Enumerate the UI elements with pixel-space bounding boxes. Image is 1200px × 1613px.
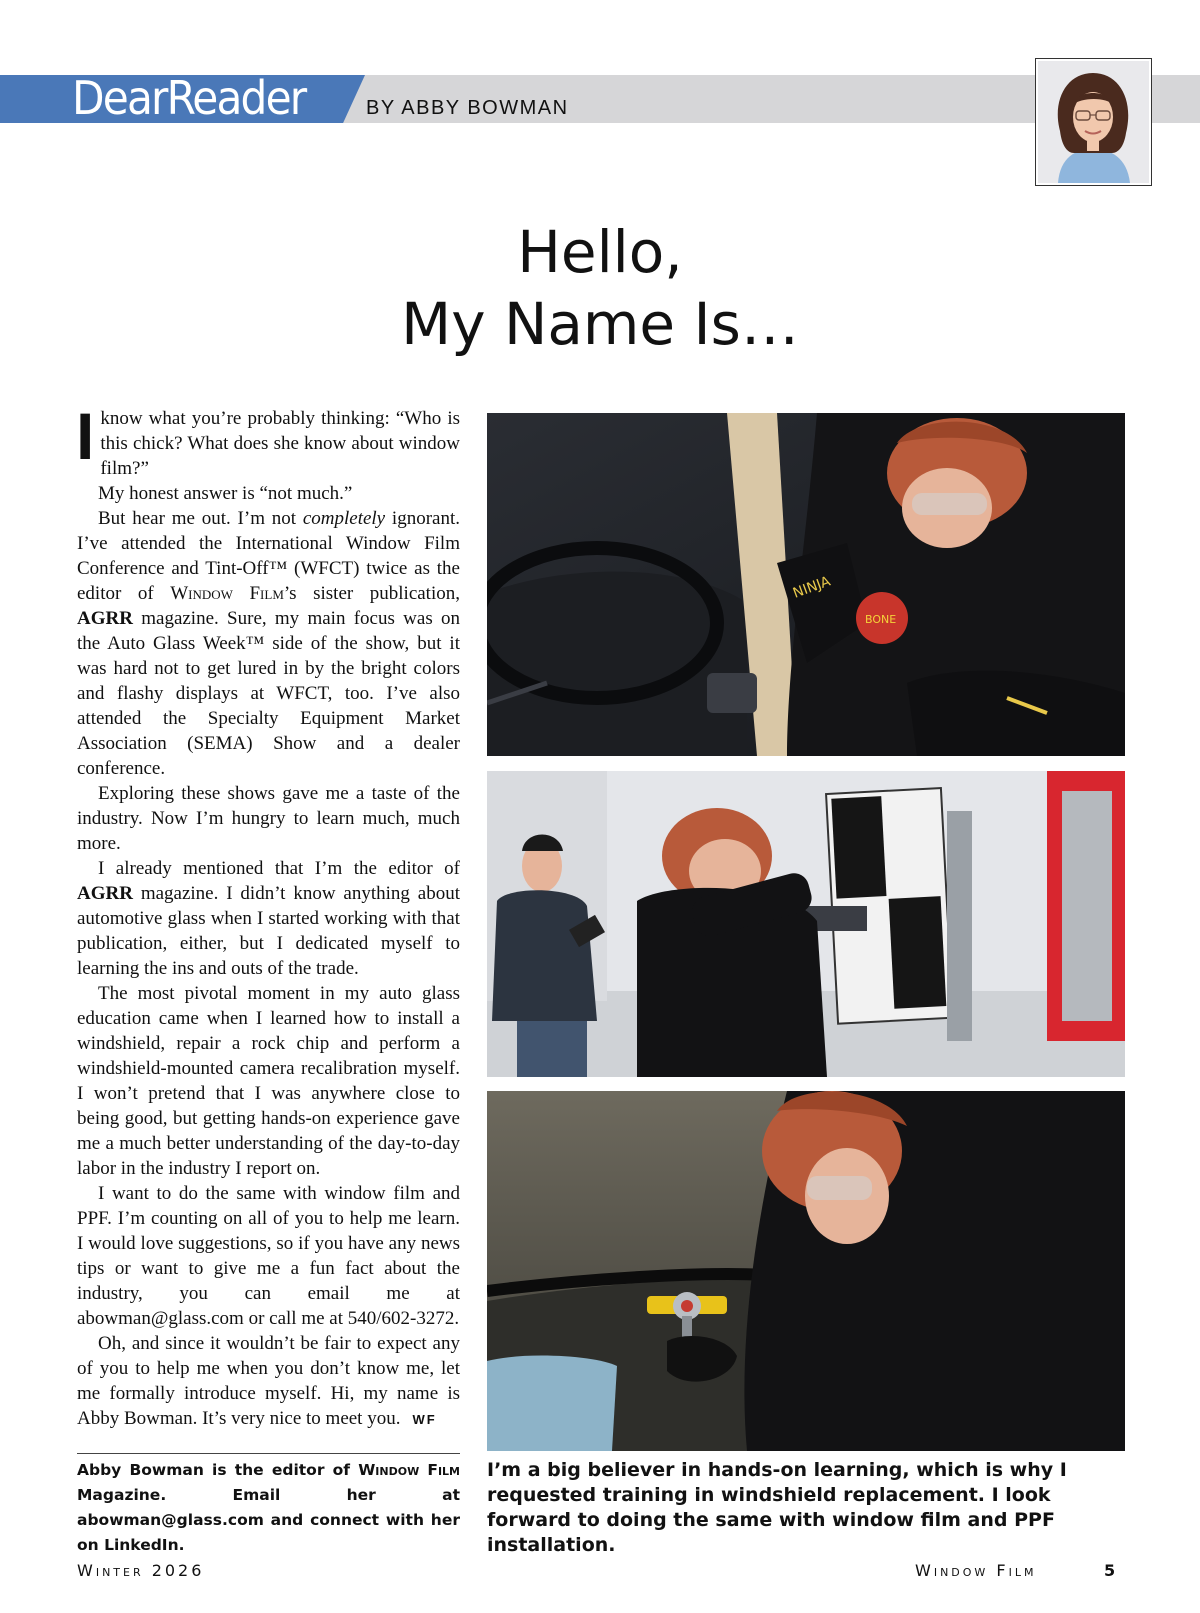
photo-windshield-repair	[487, 1091, 1125, 1451]
paragraph-1-text: know what you’re probably thinking: “Who is this chick? What does she know about window film?”	[100, 408, 460, 479]
department-title: DearReader	[72, 71, 306, 125]
byline: BY ABBY BOWMAN	[366, 97, 569, 119]
p3-emphasis: completely	[302, 508, 386, 529]
paragraph-4: Exploring these shows gave me a taste of the industry. Now I’m hungry to learn much, much more.	[77, 783, 460, 854]
portrait-image	[1038, 61, 1149, 183]
title-line-2: My Name Is…	[401, 290, 799, 358]
bio-text-a: Abby Bowman is the editor of	[77, 1461, 359, 1479]
paragraph-2: My honest answer is “not much.”	[98, 483, 353, 504]
p3-text-a: But hear me out. I’m not	[98, 508, 303, 529]
end-mark: WF	[412, 1412, 437, 1427]
p3-text-b: ignorant. I’ve attended the International Window Film Conference and Tint-Off™ (WFCT) twice as the editor of	[77, 508, 460, 604]
bio-divider	[77, 1453, 460, 1454]
footer-issue: Winter 2026	[77, 1561, 205, 1580]
p3-agrr: AGRR	[77, 608, 133, 629]
title-line-1: Hello,	[517, 218, 683, 286]
checker-board	[826, 788, 953, 1024]
p8-text: Oh, and since it wouldn’t be fair to expect any of you to help me when you don’t know me, let me formally introduce myself. Hi, my name is Abby Bowman. It’s very nice to meet you.	[77, 1333, 460, 1429]
author-bio	[77, 1458, 460, 1558]
bio-text-b: Magazine. Email her at abowman@glass.com and connect with her on LinkedIn.	[77, 1486, 460, 1554]
p5-agrr: AGRR	[77, 883, 133, 904]
article-body	[76, 399, 460, 1432]
author-portrait	[1035, 58, 1152, 186]
p3-magazine-name: Window Film	[170, 583, 284, 604]
p5-text-a: I already mentioned that I’m the editor of	[98, 858, 460, 879]
paragraph-5	[77, 856, 460, 981]
photo-car-interior	[487, 413, 1125, 756]
paragraph-3	[77, 506, 460, 781]
p3-text-d: magazine. Sure, my main focus was on the Auto Glass Week™ side of the show, but it was hard not to get lured in by the bright colors and flashy displays at WFCT, too. I’ve also attended the Specialty Equipment Market Association (SEMA) Show and a dealer conference.	[77, 608, 460, 779]
patch-text: BONE	[865, 613, 897, 626]
glove-text: NINJA	[790, 573, 833, 602]
footer-magazine: Window Film	[915, 1561, 1037, 1580]
page-number: 5	[1104, 1561, 1116, 1580]
p5-text-b: magazine. I didn’t know anything about automotive glass when I started working with that publication, either, but I dedicated myself to learning the ins and outs of the trade.	[77, 883, 460, 979]
paragraph-8	[77, 1331, 460, 1432]
bio-magazine-name: Window Film	[358, 1461, 460, 1479]
paragraph-1	[76, 399, 460, 481]
paragraph-6: The most pivotal moment in my auto glass education came when I learned how to install a windshield, repair a rock chip and perform a windshield-mounted camera recalibration myself. I won’t pretend that I was anywhere close to being good, but getting hands-on experience gave me a much better understanding of the day-to-day labor in the industry I report on.	[77, 983, 460, 1179]
p3-text-c: ’s sister publication,	[283, 583, 460, 604]
drop-cap: I	[76, 399, 95, 473]
photo-calibration	[487, 771, 1125, 1077]
paragraph-7: I want to do the same with window film and PPF. I’m counting on all of you to help me learn. I would love suggestions, so if you have any news tips or want to give me a fun fact about the industry, you can email me at abowman@glass.com or call me at 540/602-3272.	[77, 1183, 460, 1329]
photo-caption: I’m a big believer in hands-on learning, which is why I requested training in windshield replacement. I look forward to doing the same with window film and PPF installation.	[487, 1459, 1067, 1556]
article-title	[300, 216, 900, 360]
